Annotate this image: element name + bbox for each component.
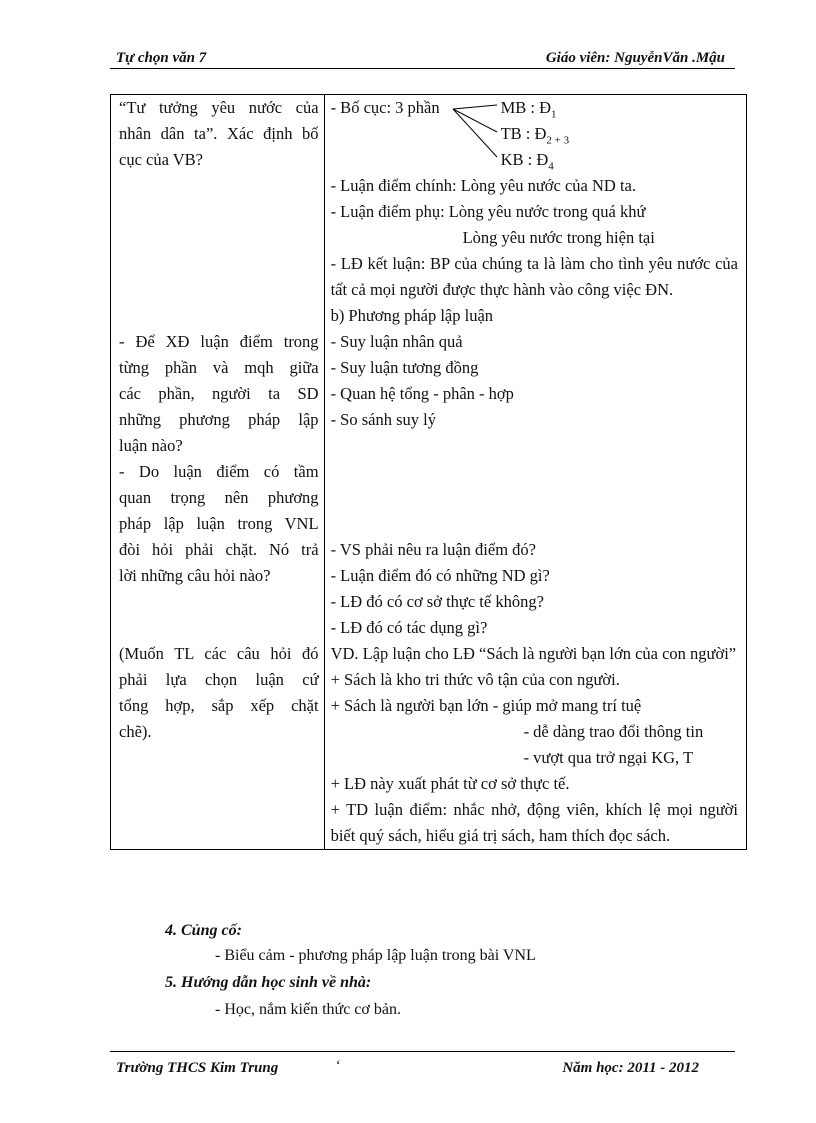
footer-mark: ‘	[335, 1058, 340, 1074]
text-line: quan trọng nên phương	[119, 488, 319, 507]
text-line: các phần, người ta SD	[119, 384, 319, 403]
section-4-line: - Biểu cảm - phương pháp lập luận trong bài VNL	[215, 947, 536, 964]
question-item: - LĐ đó có cơ sở thực tế không?	[330, 592, 544, 611]
main-thesis: - Luận điểm chính: Lòng yêu nước của ND ta.	[330, 176, 636, 195]
page-footer	[110, 1051, 735, 1080]
example-point: + TD luận điểm: nhắc nhở, động viên, khích lệ mọi người biết quý sách, hiểu giá trị sách, ham thích đọc sách.	[330, 800, 738, 845]
part-kb: KB : $Đ_4$	[500, 150, 554, 173]
method-item: - Suy luận tương đồng	[330, 358, 479, 377]
text-line: tổng hợp, sắp xếp chặt	[119, 696, 319, 715]
structure-diagram	[325, 95, 746, 173]
section-4-title: 4. Củng cố:	[165, 922, 242, 939]
example-point: + Sách là kho tri thức vô tận của con người.	[330, 670, 620, 689]
lesson-table	[110, 94, 747, 850]
sub-thesis: - Luận điểm phụ: Lòng yêu nước trong quá khứ	[330, 202, 646, 221]
table-row	[111, 95, 747, 850]
left-column	[111, 95, 325, 850]
text-line: những phương pháp lập	[119, 410, 319, 429]
text-line: chẽ).	[119, 722, 152, 741]
section-5-line: - Học, nắm kiến thức cơ bản.	[215, 1001, 401, 1018]
question-item: - LĐ đó có tác dụng gì?	[330, 618, 488, 637]
question-item: - VS phải nêu ra luận điểm đó?	[330, 540, 536, 559]
text-line: nhân dân ta”. Xác định bố	[119, 124, 319, 143]
header-teacher: Giáo viên: NguyễnVăn .Mậu	[545, 50, 725, 66]
note-choose	[111, 641, 324, 745]
question-methods	[111, 329, 324, 459]
method-item: - Quan hệ tổng - phân - hợp	[330, 384, 514, 403]
section-5-title: 5. Hướng dẫn học sinh về nhà:	[165, 974, 372, 991]
footer-school: Trường THCS Kim Trung	[116, 1060, 279, 1076]
example-point: + Sách là người bạn lớn - giúp mở mang trí tuệ	[330, 696, 642, 715]
text-line: - Do luận điểm có tầm	[119, 462, 319, 481]
sub-thesis-2: Lòng yêu nước trong hiện tại	[462, 228, 655, 247]
method-title: b) Phương pháp lập luận	[330, 306, 494, 325]
text-line: “Tư tưởng yêu nước của	[119, 98, 319, 117]
footer-year: Năm học: 2011 - 2012	[562, 1060, 699, 1076]
question-argument	[111, 459, 324, 589]
text-line: (Muốn TL các câu hỏi đó	[119, 644, 319, 663]
example-subpoint: - dễ dàng trao đổi thông tin	[523, 722, 704, 741]
header-subject: Tự chọn văn 7	[116, 50, 207, 66]
question-item: - Luận điểm đó có những ND gì?	[330, 566, 550, 585]
text-line: - Để XĐ luận điểm trong	[119, 332, 319, 351]
text-line: cục của VB?	[119, 150, 203, 169]
text-line: luận nào?	[119, 436, 183, 455]
text-line: phải lựa chọn luận cứ	[119, 670, 319, 689]
example-subpoint: - vượt qua trở ngại KG, T	[523, 748, 694, 767]
method-item: - So sánh suy lý	[330, 410, 436, 429]
page-header	[110, 46, 735, 69]
example-point: + LĐ này xuất phát từ cơ sở thực tế.	[330, 774, 570, 793]
text-line: đòi hỏi phải chặt. Nó trả	[119, 540, 319, 559]
text-line: từng phần và mqh giữa	[119, 358, 319, 377]
example-intro: VD. Lập luận cho LĐ “Sách là người bạn lớn của con người”	[330, 644, 737, 663]
structure-label: - Bố cục: 3 phần	[330, 98, 440, 117]
part-mb: MB : $Đ_1$	[500, 98, 557, 121]
right-column	[324, 95, 746, 850]
method-item: - Suy luận nhân quả	[330, 332, 463, 351]
text-line: lời những câu hỏi nào?	[119, 566, 271, 585]
conclusion-thesis: - LĐ kết luận: BP của chúng ta là làm cho tình yêu nước của tất cả mọi người được thực hành vào công việc ĐN.	[330, 254, 738, 299]
text-line: pháp lập luận trong VNL	[119, 514, 319, 533]
part-tb: TB : $Đ_{2 + 3}$	[500, 124, 570, 147]
question-structure	[111, 95, 324, 173]
